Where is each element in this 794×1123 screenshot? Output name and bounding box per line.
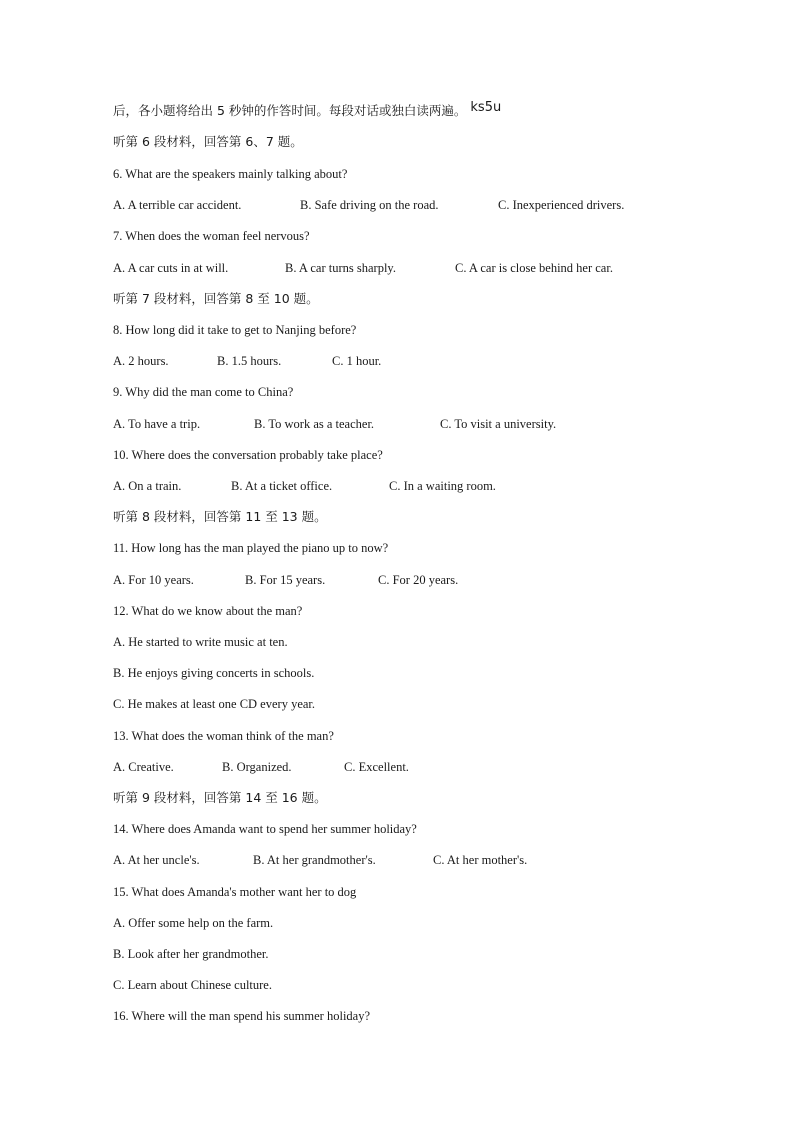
- option-c: C. To visit a university.: [440, 417, 557, 431]
- option-a: A. A terrible car accident.: [113, 198, 242, 212]
- question-stem: 14. Where does Amanda want to spend her summer holiday?: [113, 822, 417, 836]
- option-c: C. For 20 years.: [378, 573, 459, 587]
- watermark-text: ks5u: [470, 100, 502, 115]
- question-stem: 15. What does Amanda's mother want her to dog: [113, 885, 357, 899]
- section-heading: 听第 9 段材料，回答第 14 至 16 题。: [113, 790, 327, 805]
- question-stem: 7. When does the woman feel nervous?: [113, 229, 310, 243]
- option-c: C. At her mother's.: [433, 853, 528, 867]
- option-b: B. 1.5 hours.: [217, 354, 282, 368]
- option-line: C. He makes at least one CD every year.: [113, 697, 316, 711]
- option-b: B. To work as a teacher.: [254, 417, 375, 431]
- option-c: C. Inexperienced drivers.: [498, 198, 625, 212]
- section-heading: 听第 8 段材料，回答第 11 至 13 题。: [113, 509, 327, 524]
- option-a: A. To have a trip.: [113, 417, 201, 431]
- intro-line: [113, 100, 502, 120]
- option-b: B. A car turns sharply.: [285, 261, 396, 275]
- question-stem: 11. How long has the man played the piano up to now?: [113, 541, 389, 555]
- question-stem: 10. Where does the conversation probably take place?: [113, 448, 383, 462]
- option-a: A. For 10 years.: [113, 573, 194, 587]
- option-b: B. Safe driving on the road.: [300, 198, 439, 212]
- option-c: C. In a waiting room.: [389, 479, 496, 493]
- question-stem: 13. What does the woman think of the man?: [113, 729, 334, 743]
- question-stem: 8. How long did it take to get to Nanjing before?: [113, 323, 357, 337]
- option-line: A. He started to write music at ten.: [113, 635, 288, 649]
- option-line: A. Offer some help on the farm.: [113, 916, 274, 930]
- option-c: C. 1 hour.: [332, 354, 382, 368]
- option-b: B. Organized.: [222, 760, 292, 774]
- option-b: B. At her grandmother's.: [253, 853, 376, 867]
- option-b: B. At a ticket office.: [231, 479, 333, 493]
- option-line: C. Learn about Chinese culture.: [113, 978, 272, 992]
- option-c: C. Excellent.: [344, 760, 409, 774]
- section-heading: 听第 7 段材料，回答第 8 至 10 题。: [113, 291, 319, 306]
- section-heading: 听第 6 段材料，回答第 6、7 题。: [113, 134, 303, 149]
- question-stem: 16. Where will the man spend his summer holiday?: [113, 1009, 371, 1023]
- option-a: A. A car cuts in at will.: [113, 261, 229, 275]
- option-a: A. On a train.: [113, 479, 182, 493]
- option-a: A. 2 hours.: [113, 354, 169, 368]
- question-stem: 12. What do we know about the man?: [113, 604, 303, 618]
- option-c: C. A car is close behind her car.: [455, 261, 613, 275]
- option-line: B. Look after her grandmother.: [113, 947, 269, 961]
- option-b: B. For 15 years.: [245, 573, 326, 587]
- option-line: B. He enjoys giving concerts in schools.: [113, 666, 315, 680]
- question-stem: 9. Why did the man come to China?: [113, 385, 294, 399]
- intro-text: 后，各小题将给出 5 秒钟的作答时间。每段对话或独白读两遍。: [113, 103, 467, 118]
- option-a: A. Creative.: [113, 760, 174, 774]
- option-a: A. At her uncle's.: [113, 853, 200, 867]
- question-stem: 6. What are the speakers mainly talking about?: [113, 167, 348, 181]
